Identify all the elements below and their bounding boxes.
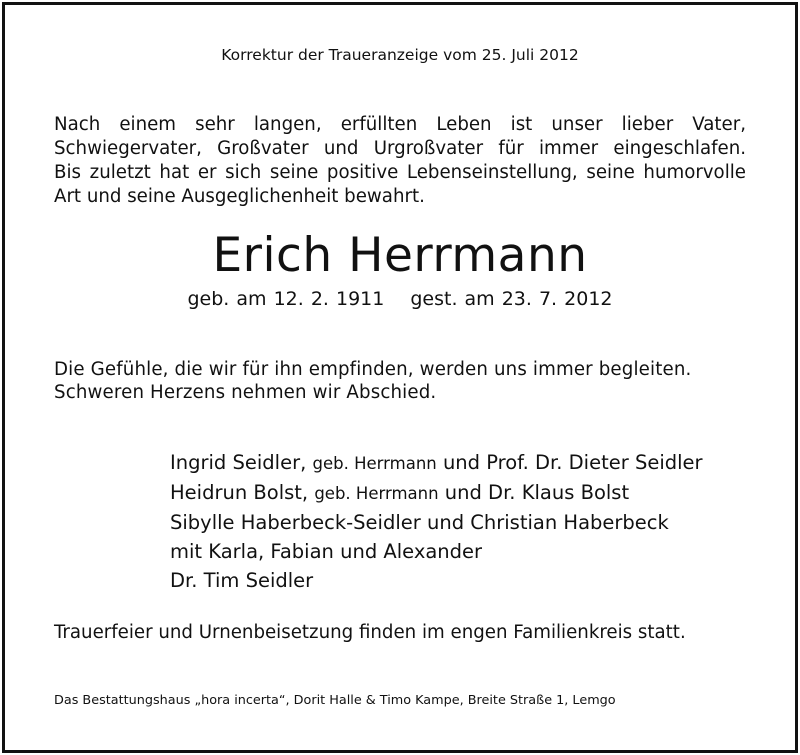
mourner-name: Heidrun Bolst, [170, 481, 309, 504]
intro-line: Art und seine Ausgeglichenheit bewahrt. [54, 186, 425, 207]
mourner-partner: und Prof. Dr. Dieter Seidler [442, 451, 703, 474]
ceremony-note: Trauerfeier und Urnenbeisetzung finden im engen Familienkreis statt. [54, 622, 686, 643]
intro-paragraph [54, 113, 746, 209]
feelings-line: Die Gefühle, die wir für ihn empfinden, werden uns immer begleiten. [54, 359, 692, 380]
mourner-name: Ingrid Seidler, [170, 451, 307, 474]
correction-note: Korrektur der Traueranzeige vom 25. Juli 2012 [221, 46, 579, 64]
intro-line: Nach einem sehr langen, erfüllten Leben ist unser lieber Vater, [54, 114, 746, 135]
mourner-line: Dr. Tim Seidler [170, 569, 314, 592]
death-date: gest. am 23. 7. 2012 [410, 288, 613, 310]
mourner-line [170, 448, 703, 478]
funeral-home-note: Das Bestattungshaus „hora incerta“, Dorit Halle & Timo Kampe, Breite Straße 1, Lemgo [54, 693, 616, 708]
mourner-line: Sibylle Haberbeck-Seidler und Christian Haberbeck [170, 511, 669, 534]
maiden-name: geb. Herrmann [314, 484, 439, 503]
life-dates [0, 288, 800, 310]
maiden-name: geb. Herrmann [312, 454, 437, 473]
mourner-line [170, 478, 703, 508]
deceased-name: Erich Herrmann [212, 228, 588, 283]
mourner-partner: und Dr. Klaus Bolst [444, 481, 630, 504]
feelings-paragraph [54, 358, 691, 404]
intro-line: Schwiegervater, Großvater und Urgroßvater für immer eingeschlafen. [54, 138, 746, 159]
intro-line: Bis zuletzt hat er sich seine positive Lebenseinstellung, seine humorvolle [54, 162, 746, 183]
feelings-line: Schweren Herzens nehmen wir Abschied. [54, 382, 437, 403]
birth-date: geb. am 12. 2. 1911 [187, 288, 385, 310]
mourner-line: mit Karla, Fabian und Alexander [170, 540, 483, 563]
mourners-list [170, 448, 703, 595]
